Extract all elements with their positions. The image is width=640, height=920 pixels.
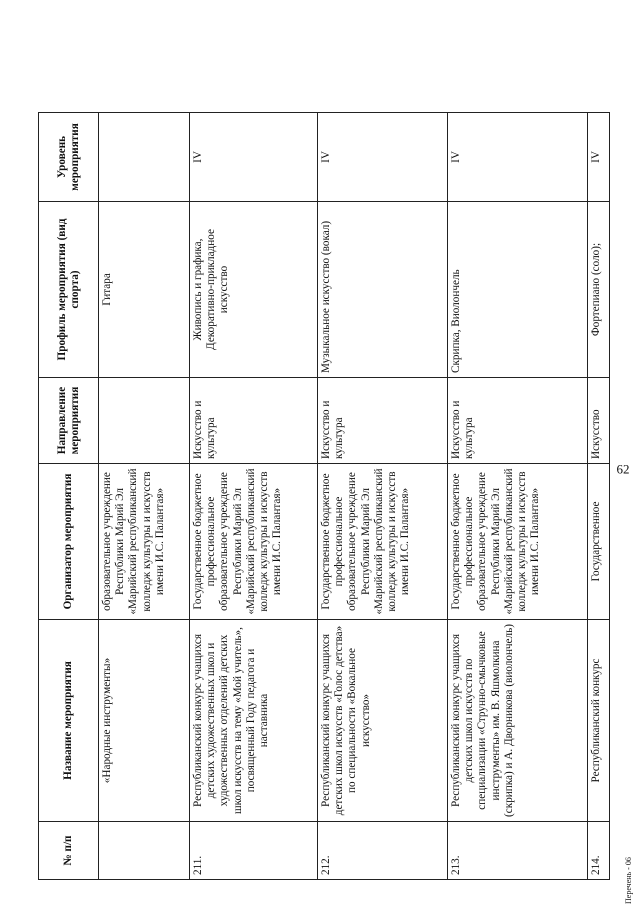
row-name: Республиканский конкурс	[588, 620, 610, 822]
row-organizer: Государственное бюджетное профессиональное образовательное учреждение Республики Марий Эл «Марийский республиканский колледж культуры и искусств имени И.С. Палантая»	[448, 464, 588, 620]
row-num: 211.	[190, 822, 318, 880]
footer-note: Перечень - 06	[624, 857, 633, 904]
row-num: 213.	[448, 822, 588, 880]
row-profile: Скрипка, Виолончель	[448, 202, 588, 378]
row-level: IV	[588, 113, 610, 202]
row-profile: Фортепиано (соло);	[588, 202, 610, 378]
row-organizer: Государственное бюджетное профессиональное образовательное учреждение Республики Марий Эл «Марийский республиканский колледж культуры и искусств имени И.С. Палантая»	[318, 464, 448, 620]
row-direction	[99, 378, 190, 464]
header-name: Название мероприятия	[39, 620, 99, 822]
table-header-row	[39, 113, 99, 880]
row-name: Республиканский конкурс учащихся детских художественных школ и художественных отделений детских школ искусств на тему «Мой учитель», посвященный Году педагога и наставника	[190, 620, 318, 822]
row-num	[99, 822, 190, 880]
row-direction: Искусство и культура	[190, 378, 318, 464]
row-organizer: Государственное	[588, 464, 610, 620]
row-name: Республиканский конкурс учащихся детских школ искусств по специализации «Струнно-смычковые инструменты» им. В. Яшмолкина (скрипка) и А. Дворникова (виолончель)	[448, 620, 588, 822]
row-profile: Живопись и графика, Декоративно-прикладное искусство	[190, 202, 318, 378]
table-row	[190, 113, 318, 880]
row-level: IV	[448, 113, 588, 202]
header-direction: Направление мероприятия	[39, 378, 99, 464]
table-row	[99, 113, 190, 880]
row-num: 212.	[318, 822, 448, 880]
row-organizer: Государственное бюджетное профессиональное образовательное учреждение Республики Марий Эл «Марийский республиканский колледж культуры и искусств имени И.С. Палантая»	[190, 464, 318, 620]
row-level: IV	[318, 113, 448, 202]
row-direction: Искусство и культура	[448, 378, 588, 464]
table-row	[318, 113, 448, 880]
table-row	[588, 113, 610, 880]
row-profile: Музыкальное искусство (вокал)	[318, 202, 448, 378]
table-row	[448, 113, 588, 880]
row-level: IV	[190, 113, 318, 202]
header-profile: Профиль мероприятия (вид спорта)	[39, 202, 99, 378]
row-name: «Народные инструменты»	[99, 620, 190, 822]
events-table	[38, 112, 610, 880]
row-num: 214.	[588, 822, 610, 880]
page-number: 62	[616, 461, 630, 477]
header-organizer: Организатор мероприятия	[39, 464, 99, 620]
row-level	[99, 113, 190, 202]
row-direction: Искусство	[588, 378, 610, 464]
header-level: Уровень мероприятия	[39, 113, 99, 202]
row-organizer: образовательное учреждение Республики Марий Эл «Марийский республиканский колледж культуры и искусств имени И.С. Палантая»	[99, 464, 190, 620]
row-direction: Искусство и культура	[318, 378, 448, 464]
row-name: Республиканский конкурс учащихся детских школ искусств «Голос детства» по специальности «Вокальное искусство»	[318, 620, 448, 822]
row-profile: Гитара	[99, 202, 190, 378]
header-num: № п/п	[39, 822, 99, 880]
